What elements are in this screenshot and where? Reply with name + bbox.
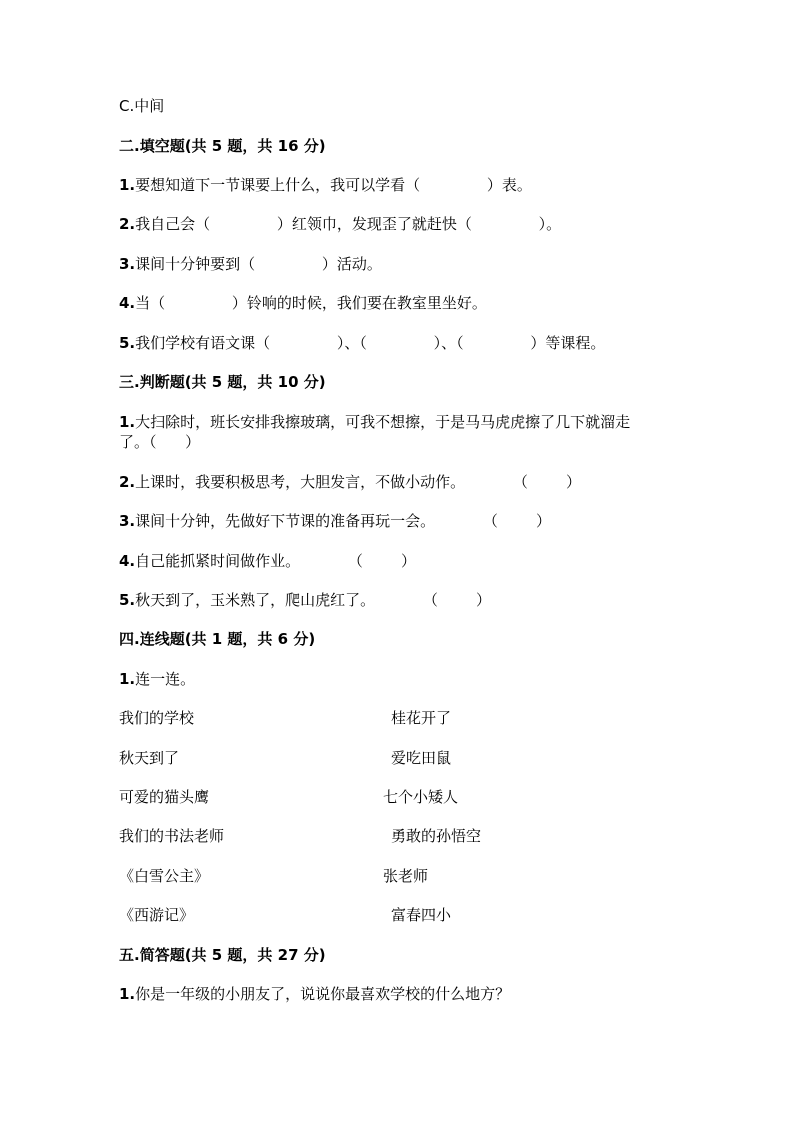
question-number: 4. [119, 294, 136, 312]
previous-option-c: C.中间 [119, 97, 165, 115]
question-number: 3. [119, 512, 136, 530]
question-text: 我们学校有语文课（ ）、（ ）、（ ）等课程。 [135, 334, 606, 352]
question-number: 3. [119, 255, 136, 273]
match-right-item: 富春四小 [391, 906, 452, 924]
question-text: 连一连。 [135, 670, 196, 688]
judge-question-5 [119, 590, 491, 610]
match-left-item: 我们的学校 [119, 709, 195, 727]
match-left-item: 《西游记》 [119, 906, 195, 924]
judge-question-3 [119, 511, 551, 531]
judge-question-4 [119, 551, 416, 571]
question-text: 大扫除时，班长安排我擦玻璃，可我不想擦，于是马马虎虎擦了几下就溜走 [135, 413, 631, 431]
question-text: 课间十分钟要到（ ）活动。 [135, 255, 382, 273]
fill-question-4 [119, 293, 487, 313]
match-right-item: 张老师 [383, 867, 429, 885]
judge-question-1 [119, 412, 630, 432]
question-number: 5. [119, 591, 136, 609]
short-answer-section-heading: 五.简答题(共 5 题，共 27 分) [119, 946, 326, 964]
question-text: 自己能抓紧时间做作业。 （ ） [135, 552, 416, 570]
question-text: 你是一年级的小朋友了，说说你最喜欢学校的什么地方？ [135, 985, 511, 1003]
match-right-item: 桂花开了 [391, 709, 452, 727]
question-text: 要想知道下一节课要上什么，我可以学看（ ）表。 [135, 176, 532, 194]
question-number: 5. [119, 334, 136, 352]
match-left-item: 《白雪公主》 [119, 867, 210, 885]
question-number: 1. [119, 670, 136, 688]
fill-question-3 [119, 254, 382, 274]
question-text: 当（ ）铃响的时候，我们要在教室里坐好。 [135, 294, 487, 312]
question-number: 1. [119, 413, 136, 431]
question-text: 上课时，我要积极思考，大胆发言，不做小动作。 （ ） [135, 473, 581, 491]
judge-section-heading: 三.判断题(共 5 题，共 10 分) [119, 373, 326, 391]
match-right-item: 七个小矮人 [383, 788, 459, 806]
match-left-item: 我们的书法老师 [119, 827, 225, 845]
question-text: 我自己会（ ）红领巾，发现歪了就赶快（ ）。 [135, 215, 562, 233]
short-answer-question-1 [119, 984, 510, 1004]
fill-blank-section-heading: 二.填空题(共 5 题，共 16 分) [119, 137, 326, 155]
question-number: 2. [119, 215, 136, 233]
fill-question-2 [119, 214, 561, 234]
match-right-item: 爱吃田鼠 [391, 749, 452, 767]
fill-question-5 [119, 333, 605, 353]
question-number: 1. [119, 176, 136, 194]
question-number: 4. [119, 552, 136, 570]
match-left-item: 可爱的猫头鹰 [119, 788, 210, 806]
question-text: 课间十分钟，先做好下节课的准备再玩一会。 （ ） [135, 512, 551, 530]
matching-question [119, 669, 195, 689]
match-left-item: 秋天到了 [119, 749, 180, 767]
judge-question-2 [119, 472, 581, 492]
matching-section-heading: 四.连线题(共 1 题，共 6 分) [119, 630, 316, 648]
question-number: 2. [119, 473, 136, 491]
fill-question-1 [119, 175, 532, 195]
question-number: 1. [119, 985, 136, 1003]
judge-question-1-continuation: 了。（ ） [119, 433, 201, 451]
question-text: 秋天到了，玉米熟了，爬山虎红了。 （ ） [135, 591, 491, 609]
match-right-item: 勇敢的孙悟空 [391, 827, 482, 845]
